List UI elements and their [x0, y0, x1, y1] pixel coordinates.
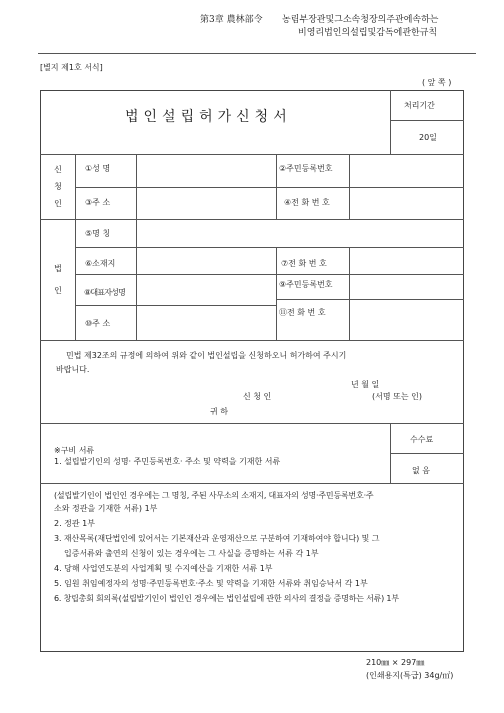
- document-item-1-detail-cont: 소와 정관을 기재한 서류) 1부: [54, 504, 158, 513]
- representative-address-label: ⑩주 소: [85, 319, 111, 328]
- applicant-phone-label: ④전 화 번 호: [284, 198, 330, 207]
- representative-id-label: ⑨주민등록번호: [279, 280, 333, 289]
- processing-split: [390, 120, 464, 121]
- document-item-5: 5. 임원 취임예정자의 성명·주민등록번호·주소 및 약력을 기재한 서류와 취임승낙서 각 1부: [54, 579, 368, 588]
- statement-applicant-label: 신 청 인: [243, 392, 272, 401]
- corporation-name-divider: [136, 219, 137, 340]
- statement-recipient: 귀 하: [210, 407, 228, 416]
- page-side-label: ( 앞 쪽 ): [422, 78, 452, 87]
- document-item-3: 3. 재산목록(재단법인에 있어서는 기본재산과 운영재산으로 구분하여 기재하여야 합니다) 및 그: [54, 534, 380, 543]
- corporation-section-label: 법인: [54, 264, 62, 295]
- applicant-name-label: ①성 명: [85, 164, 111, 173]
- paper-spec: (인쇄용지(특급) 34g/㎡): [366, 671, 454, 680]
- form-number: [별지 제1호 서식]: [40, 63, 103, 72]
- regulation-title-line1: 농림부장관및그소속청장의주관에속하는: [282, 15, 439, 25]
- statement-line2: 바랍니다.: [56, 365, 90, 374]
- processing-period-value: 20일: [419, 133, 437, 142]
- document-item-1: 1. 설립발기인의 성명· 주민등록번호· 주소 및 약력을 기재한 서류: [54, 457, 281, 466]
- corporation-mid-divider: [276, 247, 277, 340]
- processing-divider: [390, 90, 391, 154]
- corporation-name-label: ⑤명 칭: [85, 229, 111, 238]
- corporation-row-rule-3: [276, 299, 464, 300]
- document-item-2: 2. 정관 1부: [54, 519, 95, 528]
- corporation-bottom-rule: [40, 340, 464, 341]
- statement-bottom-rule: [40, 423, 464, 424]
- corporation-location-label: ⑥소재지: [85, 259, 116, 268]
- processing-period-label: 처리기간: [404, 101, 435, 110]
- corporation-row-rule-1: [75, 247, 464, 248]
- corporation-label-divider: [75, 219, 76, 340]
- paper-size: 210㎜ × 297㎜: [366, 658, 425, 667]
- form-title: 법인설립허가신청서: [125, 109, 292, 125]
- corporation-value-divider: [349, 247, 350, 340]
- document-item-6: 6. 창립총회 회의록(설립발기인이 법인인 경우에는 법인설립에 관한 의사의 결정을 증명하는 서류) 1부: [54, 594, 399, 603]
- applicant-bottom-rule: [40, 219, 464, 220]
- header-rule: [38, 53, 476, 54]
- statement-line1: 민법 제32조의 규정에 의하여 위와 같이 법인설립을 신청하오니 허가하여 주시기: [66, 351, 347, 360]
- statement-signature: (서명 또는 인): [372, 392, 422, 401]
- applicant-id-label: ②주민등록번호: [279, 164, 333, 173]
- corporation-row-rule-4: [75, 305, 276, 306]
- statement-date: 년 월 일: [351, 380, 380, 389]
- document-item-3-cont: 입증서류와 출연의 신청이 있는 경우에는 그 사실을 증명하는 서류 각 1부: [64, 549, 319, 558]
- fee-value: 없 음: [412, 466, 430, 475]
- applicant-section-label: 신청인: [54, 165, 62, 208]
- representative-phone-label: ⑪전 화 번 호: [279, 308, 326, 317]
- corporation-row-rule-2: [75, 274, 464, 275]
- chapter-label: 第3章 農林部令: [200, 15, 263, 25]
- fee-label: 수수료: [410, 435, 434, 444]
- document-item-1-detail: (설립발기인이 법인인 경우에는 그 명칭, 주된 사무소의 소재지, 대표자의 성명·주민등록번호·주: [54, 491, 374, 500]
- representative-name-label: ⑧대표자성명: [84, 288, 126, 297]
- document-item-4: 4. 당해 사업연도분의 사업계획 및 수지예산을 기재한 서류 1부: [54, 564, 273, 573]
- documents-heading: ※구비 서류: [54, 446, 95, 455]
- applicant-row-rule: [75, 187, 464, 188]
- fee-split: [390, 453, 464, 454]
- corporation-phone-label: ⑦전 화 번 호: [281, 259, 327, 268]
- title-bottom-rule: [40, 154, 464, 155]
- documents-rule: [40, 483, 464, 484]
- applicant-address-label: ③주 소: [85, 198, 111, 207]
- regulation-title-line2: 비영리법인의설립및감독에관한규칙: [298, 28, 438, 38]
